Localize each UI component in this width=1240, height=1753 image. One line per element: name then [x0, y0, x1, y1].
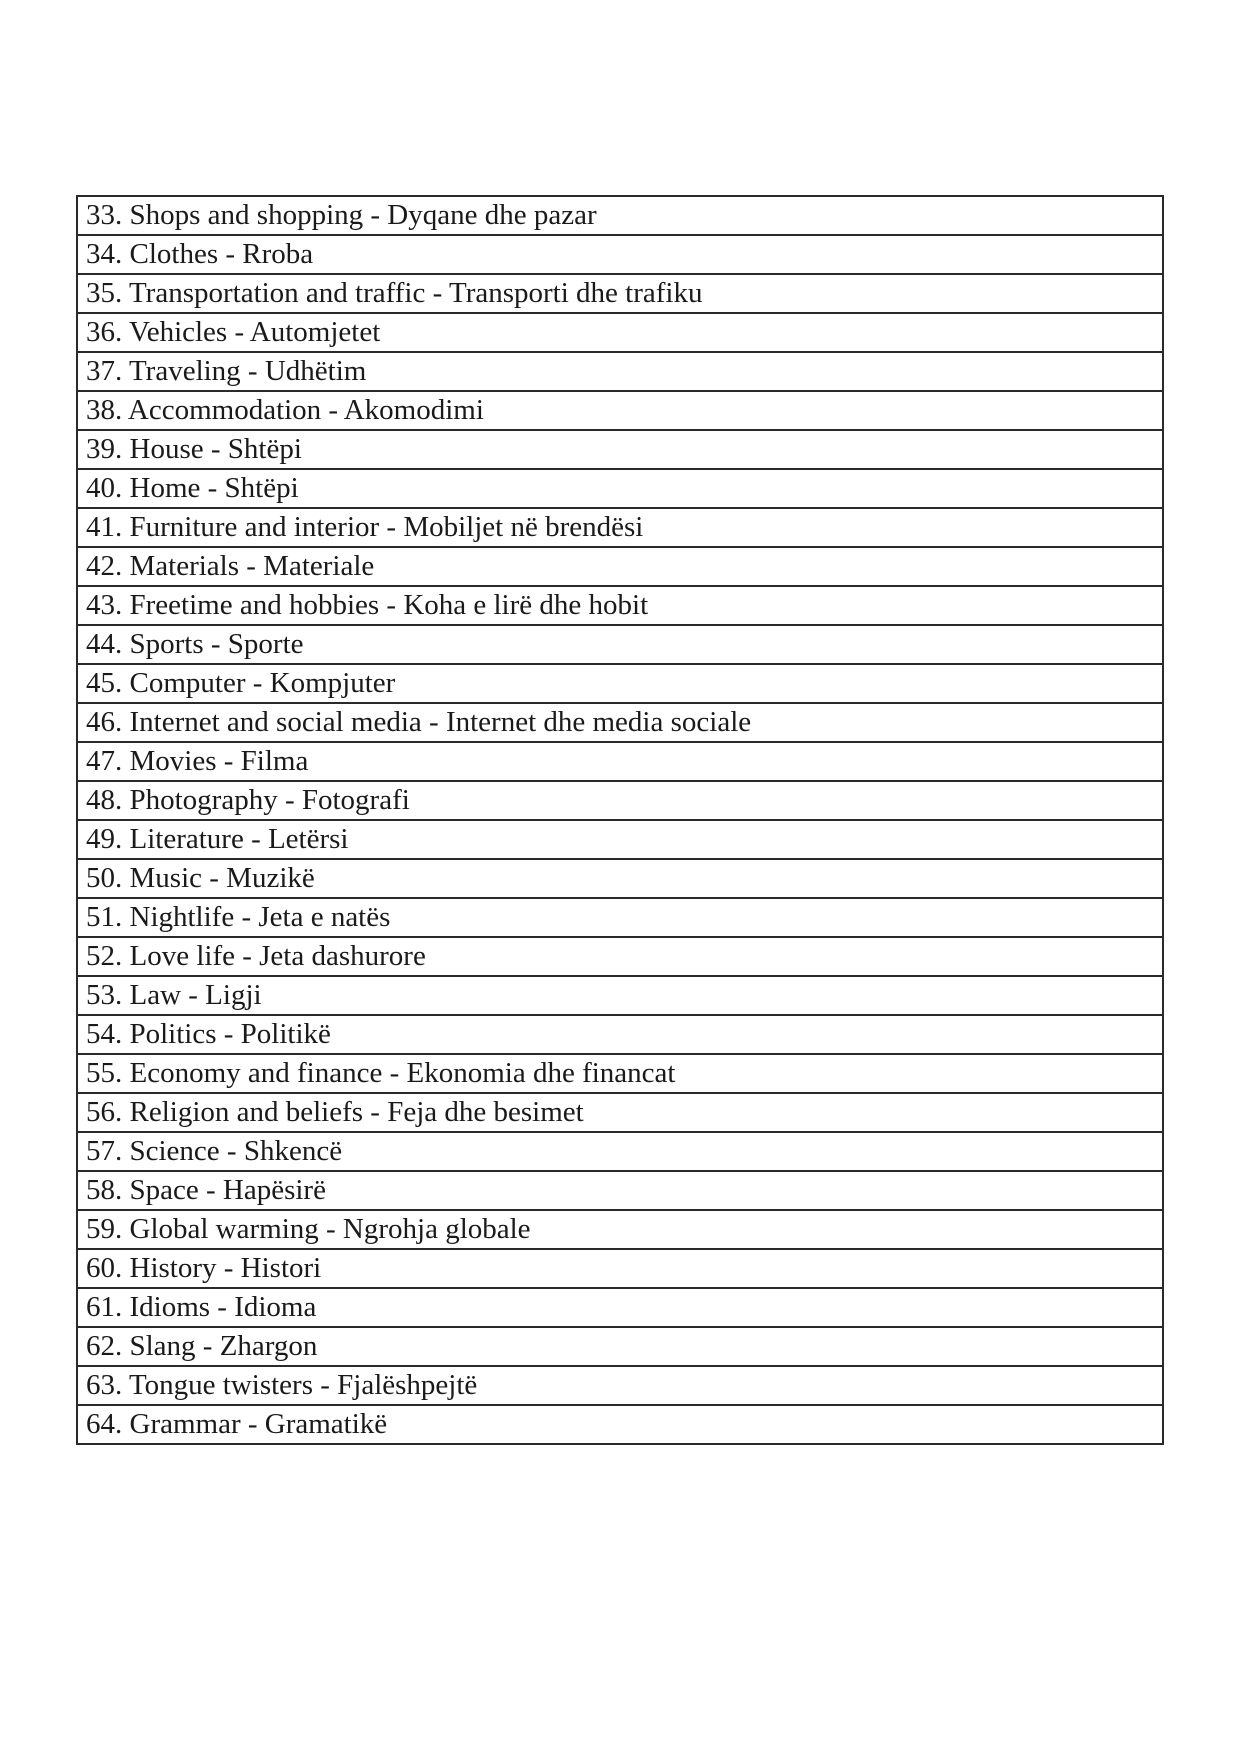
table-row: [77, 625, 1163, 664]
table-row: [77, 235, 1163, 274]
table-row: [77, 1093, 1163, 1132]
table-row: [77, 1210, 1163, 1249]
topic-cell: 38. Accommodation - Akomodimi: [77, 391, 1163, 430]
topic-cell: 50. Music - Muzikë: [77, 859, 1163, 898]
topic-cell: 64. Grammar - Gramatikë: [77, 1405, 1163, 1444]
topics-table-body: [77, 196, 1163, 1444]
table-row: [77, 1171, 1163, 1210]
table-row: [77, 937, 1163, 976]
topic-cell: 47. Movies - Filma: [77, 742, 1163, 781]
table-row: [77, 703, 1163, 742]
table-row: [77, 1015, 1163, 1054]
table-row: [77, 859, 1163, 898]
table-row: [77, 313, 1163, 352]
topic-cell: 34. Clothes - Rroba: [77, 235, 1163, 274]
table-row: [77, 1249, 1163, 1288]
topic-cell: 62. Slang - Zhargon: [77, 1327, 1163, 1366]
topic-cell: 46. Internet and social media - Internet dhe media sociale: [77, 703, 1163, 742]
topic-cell: 45. Computer - Kompjuter: [77, 664, 1163, 703]
topic-cell: 63. Tongue twisters - Fjalëshpejtë: [77, 1366, 1163, 1405]
topic-cell: 54. Politics - Politikë: [77, 1015, 1163, 1054]
topic-cell: 53. Law - Ligji: [77, 976, 1163, 1015]
table-row: [77, 898, 1163, 937]
topic-cell: 40. Home - Shtëpi: [77, 469, 1163, 508]
table-row: [77, 352, 1163, 391]
table-row: [77, 391, 1163, 430]
table-row: [77, 1327, 1163, 1366]
table-row: [77, 1132, 1163, 1171]
topic-cell: 59. Global warming - Ngrohja globale: [77, 1210, 1163, 1249]
topic-cell: 35. Transportation and traffic - Transporti dhe trafiku: [77, 274, 1163, 313]
table-row: [77, 976, 1163, 1015]
topic-cell: 39. House - Shtëpi: [77, 430, 1163, 469]
table-row: [77, 508, 1163, 547]
table-row: [77, 274, 1163, 313]
table-row: [77, 781, 1163, 820]
topic-cell: 33. Shops and shopping - Dyqane dhe pazar: [77, 196, 1163, 235]
topic-cell: 58. Space - Hapësirë: [77, 1171, 1163, 1210]
table-row: [77, 742, 1163, 781]
topic-cell: 44. Sports - Sporte: [77, 625, 1163, 664]
topic-cell: 57. Science - Shkencë: [77, 1132, 1163, 1171]
table-row: [77, 1288, 1163, 1327]
topic-cell: 56. Religion and beliefs - Feja dhe besimet: [77, 1093, 1163, 1132]
topic-cell: 43. Freetime and hobbies - Koha e lirë dhe hobit: [77, 586, 1163, 625]
topic-cell: 55. Economy and finance - Ekonomia dhe financat: [77, 1054, 1163, 1093]
topic-cell: 36. Vehicles - Automjetet: [77, 313, 1163, 352]
table-row: [77, 430, 1163, 469]
topic-cell: 48. Photography - Fotografi: [77, 781, 1163, 820]
table-row: [77, 1366, 1163, 1405]
topic-cell: 60. History - Histori: [77, 1249, 1163, 1288]
table-row: [77, 1054, 1163, 1093]
topic-cell: 61. Idioms - Idioma: [77, 1288, 1163, 1327]
table-row: [77, 469, 1163, 508]
topic-cell: 37. Traveling - Udhëtim: [77, 352, 1163, 391]
topic-cell: 42. Materials - Materiale: [77, 547, 1163, 586]
table-row: [77, 586, 1163, 625]
topic-cell: 41. Furniture and interior - Mobiljet në brendësi: [77, 508, 1163, 547]
topic-cell: 52. Love life - Jeta dashurore: [77, 937, 1163, 976]
table-row: [77, 1405, 1163, 1444]
topic-cell: 51. Nightlife - Jeta e natës: [77, 898, 1163, 937]
topics-table: [76, 195, 1164, 1445]
table-row: [77, 664, 1163, 703]
table-row: [77, 196, 1163, 235]
table-row: [77, 547, 1163, 586]
topic-cell: 49. Literature - Letërsi: [77, 820, 1163, 859]
table-row: [77, 820, 1163, 859]
